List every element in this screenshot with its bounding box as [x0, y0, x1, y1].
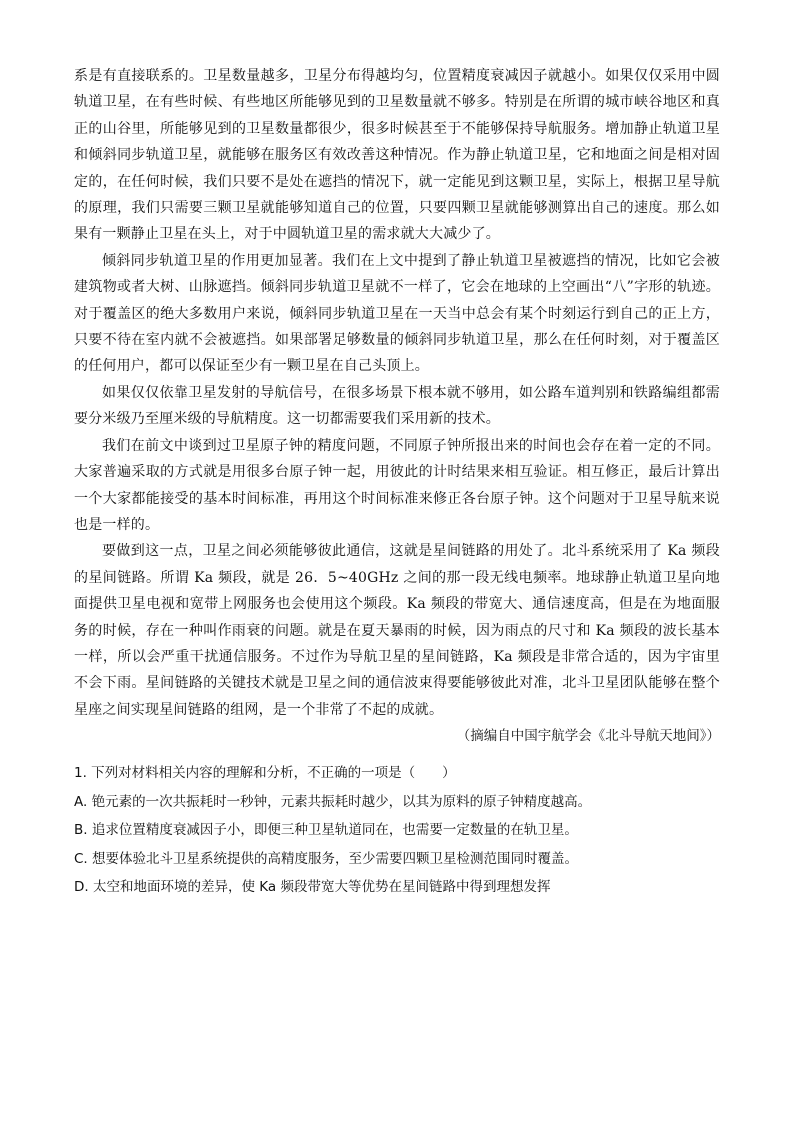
article-paragraph-4: 我们在前文中谈到过卫星原子钟的精度问题，不同原子钟所报出来的时间也会存在着一定的不同。大家普遍采取的方式就是用很多台原子钟一起，用彼此的计时结果来相互验证。相互修正，最后计算出一个大家都能接受的基本时间标准，再用这个时间标准来修正各台原子钟。这个问题对于卫星导航来说也是一样的。	[74, 437, 720, 533]
article-source-citation: （摘编自中国宇航学会《北斗导航天地间》）	[456, 728, 720, 745]
question-block	[74, 759, 720, 902]
option-b[interactable]: B. 追求位置精度衰减因子小，即便三种卫星轨道同在，也需要一定数量的在轨卫星。	[74, 822, 578, 839]
article-paragraph-1: 系是有直接联系的。卫星数量越多，卫星分布得越均匀，位置精度衰减因子就越小。如果仅仅采用中圆轨道卫星，在有些时候、有些地区所能够见到的卫星数量就不够多。特别是在所谓的城市峡谷地区和真正的山谷里，所能够见到的卫星数量都很少，很多时候甚至于不能够保持导航服务。增加静止轨道卫星和倾斜同步轨道卫星，就能够在服务区有效改善这种情况。作为静止轨道卫星，它和地面之间是相对固定的，在任何时候，我们只要不是处在遮挡的情况下，就一定能见到这颗卫星，实际上，根据卫星导航的原理，我们只需要三颗卫星就能够知道自己的位置，只要四颗卫星就能够测算出自己的速度。那么如果有一颗静止卫星在头上，对于中圆轨道卫星的需求就大大减少了。	[74, 68, 720, 243]
article-paragraph-5: 要做到这一点，卫星之间必须能够彼此通信，这就是星间链路的用处了。北斗系统采用了 Ka 频段的星间链路。所谓 Ka 频段，就是 26．5~40GHz 之间的那一段无线电频率。地球静止轨道卫星向地面提供卫星电视和宽带上网服务也会使用这个频段。Ka 频段的带宽大、通信速度高，但是在为地面服务的时候，存在一种叫作雨衰的问题。就是在夏天暴雨的时候，因为雨点的尺寸和 Ka 频段的波长基本一样，所以会严重干扰通信服务。不过作为导航卫星的星间链路，Ka 频段是非常合适的，因为宇宙里不会下雨。星间链路的关键技术就是卫星之间的通信波束得要能够彼此对准，北斗卫星团队能够在整个星座之间实现星间链路的组网，是一个非常了不起的成就。	[74, 543, 720, 718]
option-d[interactable]: D. 太空和地面环境的差异，使 Ka 频段带宽大等优势在星间链路中得到理想发挥	[74, 879, 551, 896]
article-paragraph-2: 倾斜同步轨道卫星的作用更加显著。我们在上文中提到了静止轨道卫星被遮挡的情况，比如它会被建筑物或者大树、山脉遮挡。倾斜同步轨道卫星就不一样了，它会在地球的上空画出“八”字形的轨迹。对于覆盖区的绝大多数用户来说，倾斜同步轨道卫星在一天当中总会有某个时刻运行到自己的正上方，只要不待在室内就不会被遮挡。如果部署足够数量的倾斜同步轨道卫星，那么在任何时刻，对于覆盖区的任何用户，都可以保证至少有一颗卫星在自己头顶上。	[74, 252, 720, 375]
article-paragraph-3: 如果仅仅依靠卫星发射的导航信号，在很多场景下根本就不够用，如公路车道判别和铁路编组都需要分米级乃至厘米级的导航精度。这一切都需要我们采用新的技术。	[74, 384, 720, 428]
document-page	[74, 63, 720, 902]
question-stem: 1. 下列对材料相关内容的理解和分析，不正确的一项是（ ）	[74, 765, 456, 782]
option-a[interactable]: A. 铯元素的一次共振耗时一秒钟，元素共振耗时越少，以其为原料的原子钟精度越高。	[74, 793, 592, 810]
option-c[interactable]: C. 想要体验北斗卫星系统提供的高精度服务，至少需要四颗卫星检测范围同时覆盖。	[74, 850, 579, 867]
